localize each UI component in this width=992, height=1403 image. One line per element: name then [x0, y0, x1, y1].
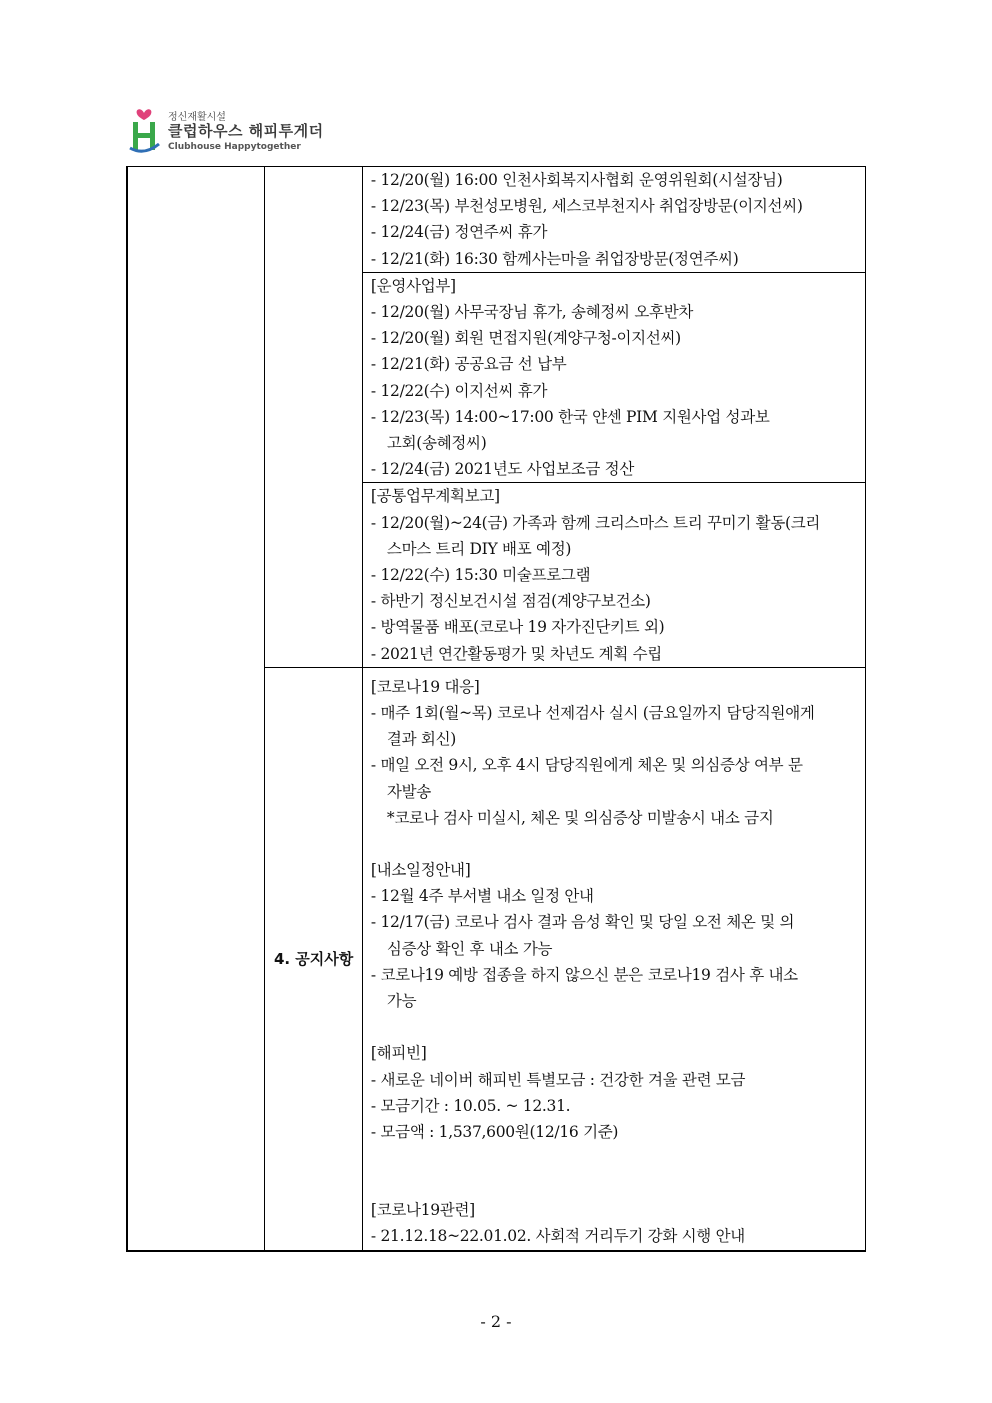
text-line: *코로나 검사 미실시, 체온 및 의심증상 미발송시 내소 금지: [386, 808, 774, 827]
text-line: - 새로운 네이버 해피빈 특별모금 : 건강한 겨울 관련 모금: [370, 1070, 746, 1089]
text-line: - 2021년 연간활동평가 및 차년도 계획 수립: [370, 644, 662, 663]
text-line: 스마스 트리 DIY 배포 예정): [386, 539, 572, 558]
text-line: - 12/22(수) 15:30 미술프로그램: [370, 566, 591, 585]
text-line: - 모금기간 : 10.05. ~ 12.31.: [370, 1096, 571, 1115]
text-line: - 12/22(수) 이지선씨 휴가: [370, 381, 548, 400]
text-line: - 12/23(목) 14:00~17:00 한국 얀센 PIM 지원사업 성과보: [370, 407, 770, 426]
common-plan-block: [362, 483, 865, 667]
empty-left-cell: [127, 167, 265, 1251]
text-line: - 매일 오전 9시, 오후 4시 담당직원에게 체온 및 의심증상 여부 문: [370, 756, 803, 775]
page-number: - 2 -: [480, 1312, 512, 1331]
text-line: 심증상 확인 후 내소 가능: [386, 939, 553, 958]
notice-block: [362, 667, 865, 1250]
logo-english-name: Clubhouse Happytogether: [168, 142, 301, 152]
text-line: - 12/20(월) 회원 면접지원(계양구청-이지선씨): [370, 329, 681, 348]
text-line: [공통업무계획보고]: [370, 487, 500, 506]
text-line: - 21.12.18~22.01.02. 사회적 거리두기 강화 시행 안내: [370, 1227, 745, 1246]
empty-category-cell: [265, 167, 363, 668]
text-line: - 12/24(금) 2021년도 사업보조금 정산: [370, 460, 635, 479]
text-line: - 방역물품 배포(코로나 19 자가진단키트 외): [370, 618, 665, 637]
text-line: - 12/21(화) 16:30 함께사는마을 취업장방문(정연주씨): [370, 249, 739, 268]
logo-subtitle: 정신재활시설: [168, 112, 226, 123]
text-line: - 12/20(월)~24(금) 가족과 함께 크리스마스 트리 꾸미기 활동(크리: [370, 513, 821, 532]
text-line: - 모금액 : 1,537,600원(12/16 기준): [370, 1122, 619, 1141]
text-line: - 12월 4주 부서별 내소 일정 안내: [370, 887, 594, 906]
notice-table: [126, 166, 866, 1252]
visit-heading: [내소일정안내]: [370, 861, 471, 880]
text-line: 가능: [386, 992, 417, 1011]
text-line: 고회(송혜정씨): [386, 434, 487, 453]
corona-heading: [코로나19 대응]: [370, 677, 480, 696]
section-title-cell: [265, 667, 363, 1250]
text-line: - 코로나19 예방 접종을 하지 않으신 분은 코로나19 검사 후 내소: [370, 965, 798, 984]
text-line: - 12/21(화) 공공요금 선 납부: [370, 355, 567, 374]
text-line: - 12/20(월) 16:00 인천사회복지사협회 운영위원회(시설장님): [370, 171, 783, 189]
text-line: - 하반기 정신보건시설 점검(계양구보건소): [370, 592, 651, 611]
section-title: 4. 공지사항: [273, 950, 354, 969]
logo-title: 클럽하우스 해피투게더: [168, 122, 324, 140]
text-line: 결과 회신): [386, 730, 456, 749]
text-line: - 12/24(금) 정연주씨 휴가: [370, 223, 548, 242]
text-line: - 12/20(월) 사무국장님 휴가, 송혜정씨 오후반차: [370, 303, 694, 322]
clubhouse-logo: [128, 104, 328, 156]
text-line: - 12/17(금) 코로나 검사 결과 음성 확인 및 당일 오전 체온 및 의: [370, 913, 795, 932]
text-line: 자발송: [386, 782, 431, 801]
text-line: - 12/23(목) 부천성모병원, 세스코부천지사 취업장방문(이지선씨): [370, 197, 803, 216]
text-line: [운영사업부]: [370, 276, 456, 295]
happybean-heading: [해피빈]: [370, 1044, 427, 1063]
operations-block: [362, 272, 865, 483]
logo-h-icon: [128, 104, 162, 154]
schedule-block-1: [362, 167, 865, 273]
related-heading: [코로나19관련]: [370, 1201, 475, 1220]
text-line: - 매주 1회(월~목) 코로나 선제검사 실시 (금요일까지 담당직원애게: [370, 704, 815, 723]
